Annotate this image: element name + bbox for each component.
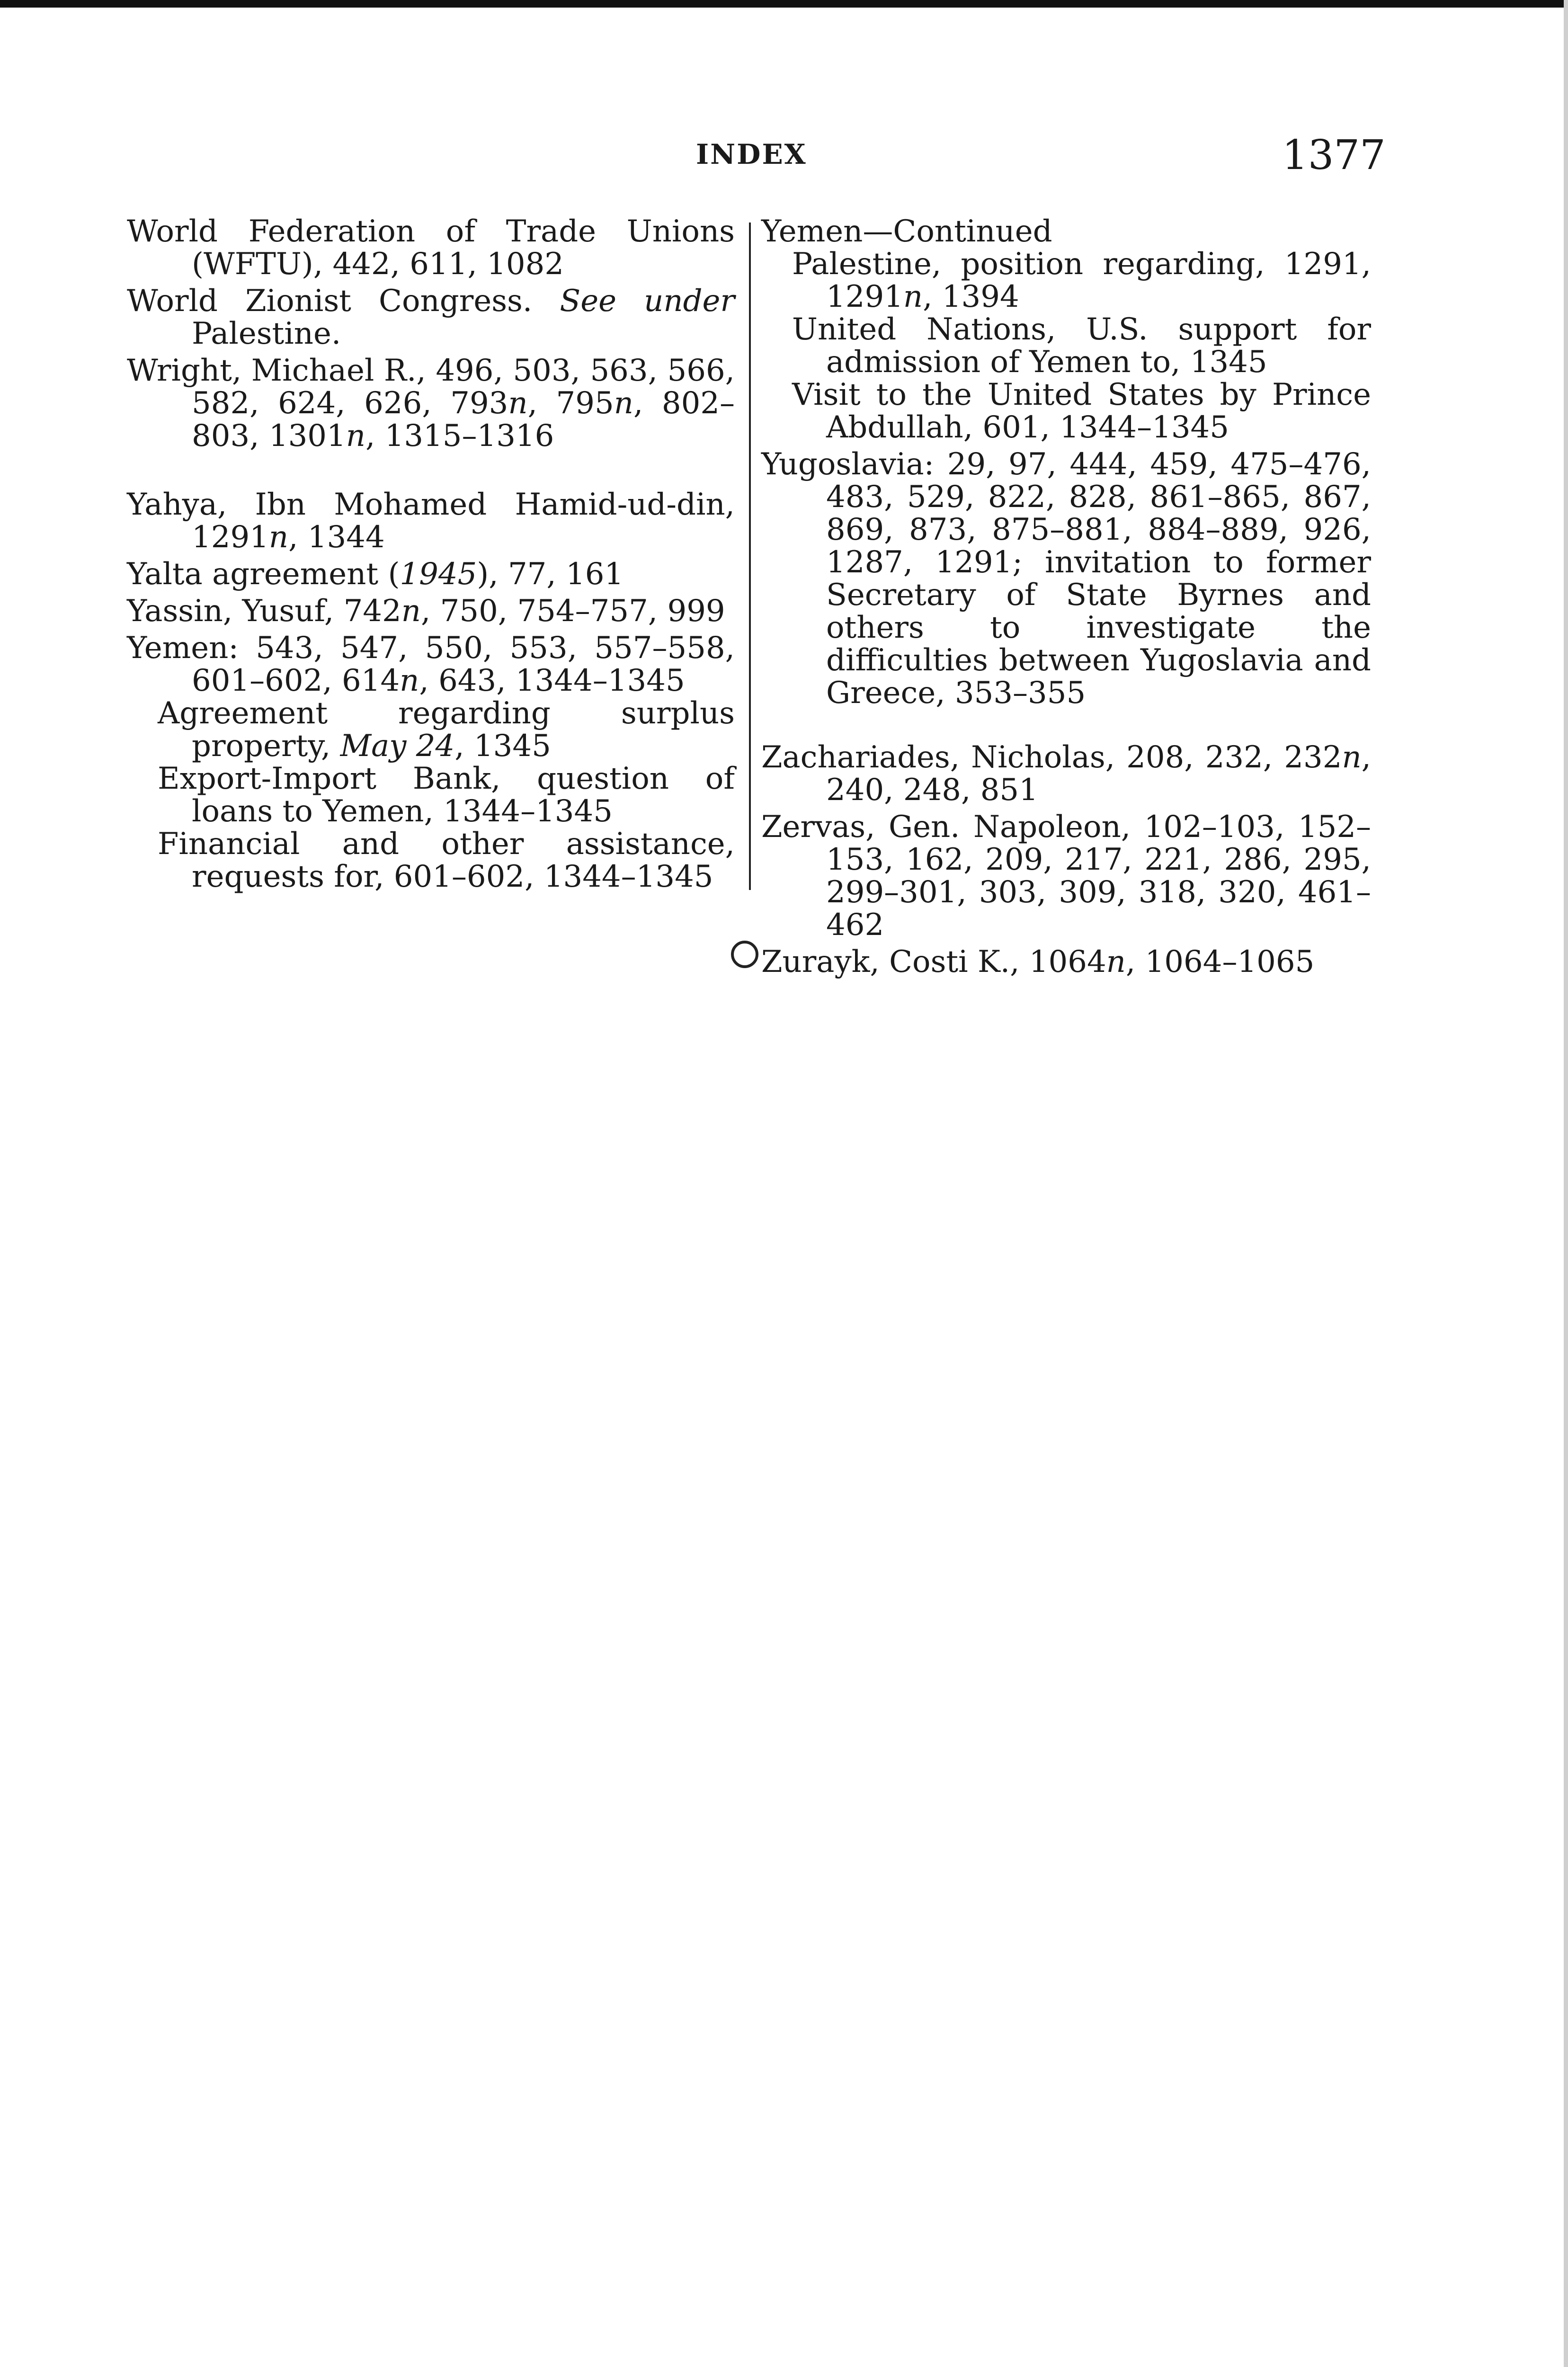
index-subentry-palestine: Palestine, position regarding, 1291, 1291n, 1394	[792, 247, 1371, 314]
index-entry-wftu: World Federation of Trade Unions (WFTU), 442, 611, 1082	[127, 214, 735, 282]
index-subentry-export-import-bank: Export-Import Bank, question of loans to Yemen, 1344–1345	[158, 761, 735, 829]
index-column-right	[761, 215, 1371, 979]
letter-section-gap	[761, 710, 1371, 741]
index-subentry-united-nations: United Nations, U.S. support for admission of Yemen to, 1345	[792, 312, 1371, 380]
index-entry-yemen: Yemen: 543, 547, 550, 553, 557–558, 601–602, 614n, 643, 1344–1345	[127, 631, 735, 698]
page-number: 1377	[1282, 132, 1386, 179]
index-entry-yugoslavia: Yugoslavia: 29, 97, 444, 459, 475–476, 483, 529, 822, 828, 861–865, 867, 869, 873, 875–881, 884–889, 926, 1287, 1291; invitation to former Secretary of State Byrnes and others to investigate the difficulties between Yugoslavia and Greece, 353–355	[761, 447, 1371, 711]
index-column-left	[127, 215, 735, 893]
index-entry-yemen-continued: Yemen—Continued	[761, 214, 1052, 249]
index-entry-yahya: Yahya, Ibn Mohamed Hamid-ud-din, 1291n, 1344	[127, 487, 735, 555]
index-subentry-financial-assistance: Financial and other assistance, requests for, 601–602, 1344–1345	[158, 827, 735, 894]
index-entry-zachariades: Zachariades, Nicholas, 208, 232, 232n, 240, 248, 851	[761, 740, 1371, 808]
index-entry-zervas: Zervas, Gen. Napoleon, 102–103, 152–153, 162, 209, 217, 221, 286, 295, 299–301, 303, 309, 318, 320, 461–462	[761, 810, 1371, 943]
index-entry-world-zionist-congress: World Zionist Congress. See under Palestine.	[127, 284, 735, 351]
letter-section-gap	[127, 457, 735, 489]
page-right-edge	[1564, 0, 1568, 2367]
end-of-index-circle-mark	[731, 941, 758, 968]
column-divider-rule	[749, 222, 751, 890]
index-entry-wright: Wright, Michael R., 496, 503, 563, 566, 582, 624, 626, 793n, 795n, 802–803, 1301n, 1315–1316	[127, 353, 735, 454]
index-subentry-visit-abdullah: Visit to the United States by Prince Abdullah, 601, 1344–1345	[792, 377, 1371, 445]
top-border-rule	[0, 0, 1568, 8]
index-entry-yassin: Yassin, Yusuf, 742n, 750, 754–757, 999	[127, 594, 725, 629]
index-entry-yalta: Yalta agreement (1945), 77, 161	[127, 557, 624, 592]
running-head: INDEX	[696, 138, 807, 170]
index-entry-zurayk: Zurayk, Costi K., 1064n, 1064–1065	[761, 944, 1315, 979]
index-subentry-surplus-property: Agreement regarding surplus property, May 24, 1345	[158, 696, 735, 764]
